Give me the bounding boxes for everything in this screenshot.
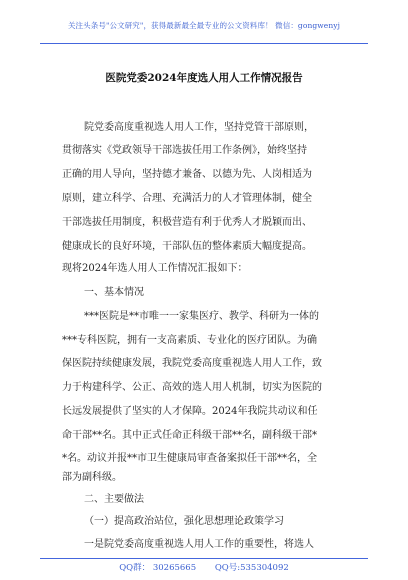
header-divider [40, 43, 368, 44]
footer-divider [40, 558, 368, 559]
qq-number-text: QQ号:535304092 [214, 563, 289, 573]
paragraph-line: *名。动议并报**市卫生健康局审查备案拟任干部**名，全 [62, 453, 317, 464]
paragraph-line: 长远发展提供了坚实的人才保障。2024年我院共动议和任 [62, 406, 318, 417]
footer [0, 561, 408, 573]
paragraph-line: 院党委高度重视选人用人工作，坚持党管干部原则， [84, 122, 314, 133]
header-banner: 关注头条号"公文研究"，获得最新最全最专业的公文资料库！ 微信：gongwenyj [67, 21, 341, 30]
document-title: 医院党委2024年度选人用人工作情况报告 [105, 72, 303, 84]
paragraph-line: 部为副科级。 [62, 472, 122, 483]
paragraph-line: 贯彻落实《党政领导干部选拔任用工作条例》，始终坚持 [62, 145, 307, 156]
paragraph-line: 命干部**名。其中正式任命正科级干部**名，副科级干部* [62, 430, 317, 441]
paragraph-line: 保医院持续健康发展，我院党委高度重视选人用人工作，致 [62, 358, 322, 369]
paragraph-line: 一是院党委高度重视选人用人工作的重要性，将选人 [84, 539, 314, 550]
section-heading: 二、主要做法 [84, 494, 144, 505]
qq-group-text: QQ群： 30265665 [119, 563, 197, 573]
paragraph-line: 现将2024年选人用人工作情况汇报如下： [62, 263, 248, 274]
paragraph-line: ***医院是**市唯一一家集医疗、教学、科研为一体的 [84, 311, 319, 322]
paragraph-line: 原则，建立科学、合理、充满活力的人才管理体制，健全 [62, 193, 312, 204]
paragraph-line: 健康成长的良好环境，干部队伍的整体素质大幅度提高。 [62, 241, 312, 252]
paragraph-line: 力于构建科学、公正、高效的选人用人机制，切实为医院的 [62, 382, 322, 393]
paragraph-line: 干部选拔任用制度，积极营造有利于优秀人才脱颖而出、 [62, 217, 312, 228]
paragraph-line: 正确的用人导向，坚持德才兼备、以德为先、人岗相适为 [62, 169, 312, 180]
section-heading: 一、基本情况 [84, 287, 144, 298]
paragraph-line: ***专科医院，拥有一支高素质、专业化的医疗团队。为确 [62, 335, 317, 346]
subsection-heading: （一）提高政治站位，强化思想理论政策学习 [84, 516, 284, 527]
